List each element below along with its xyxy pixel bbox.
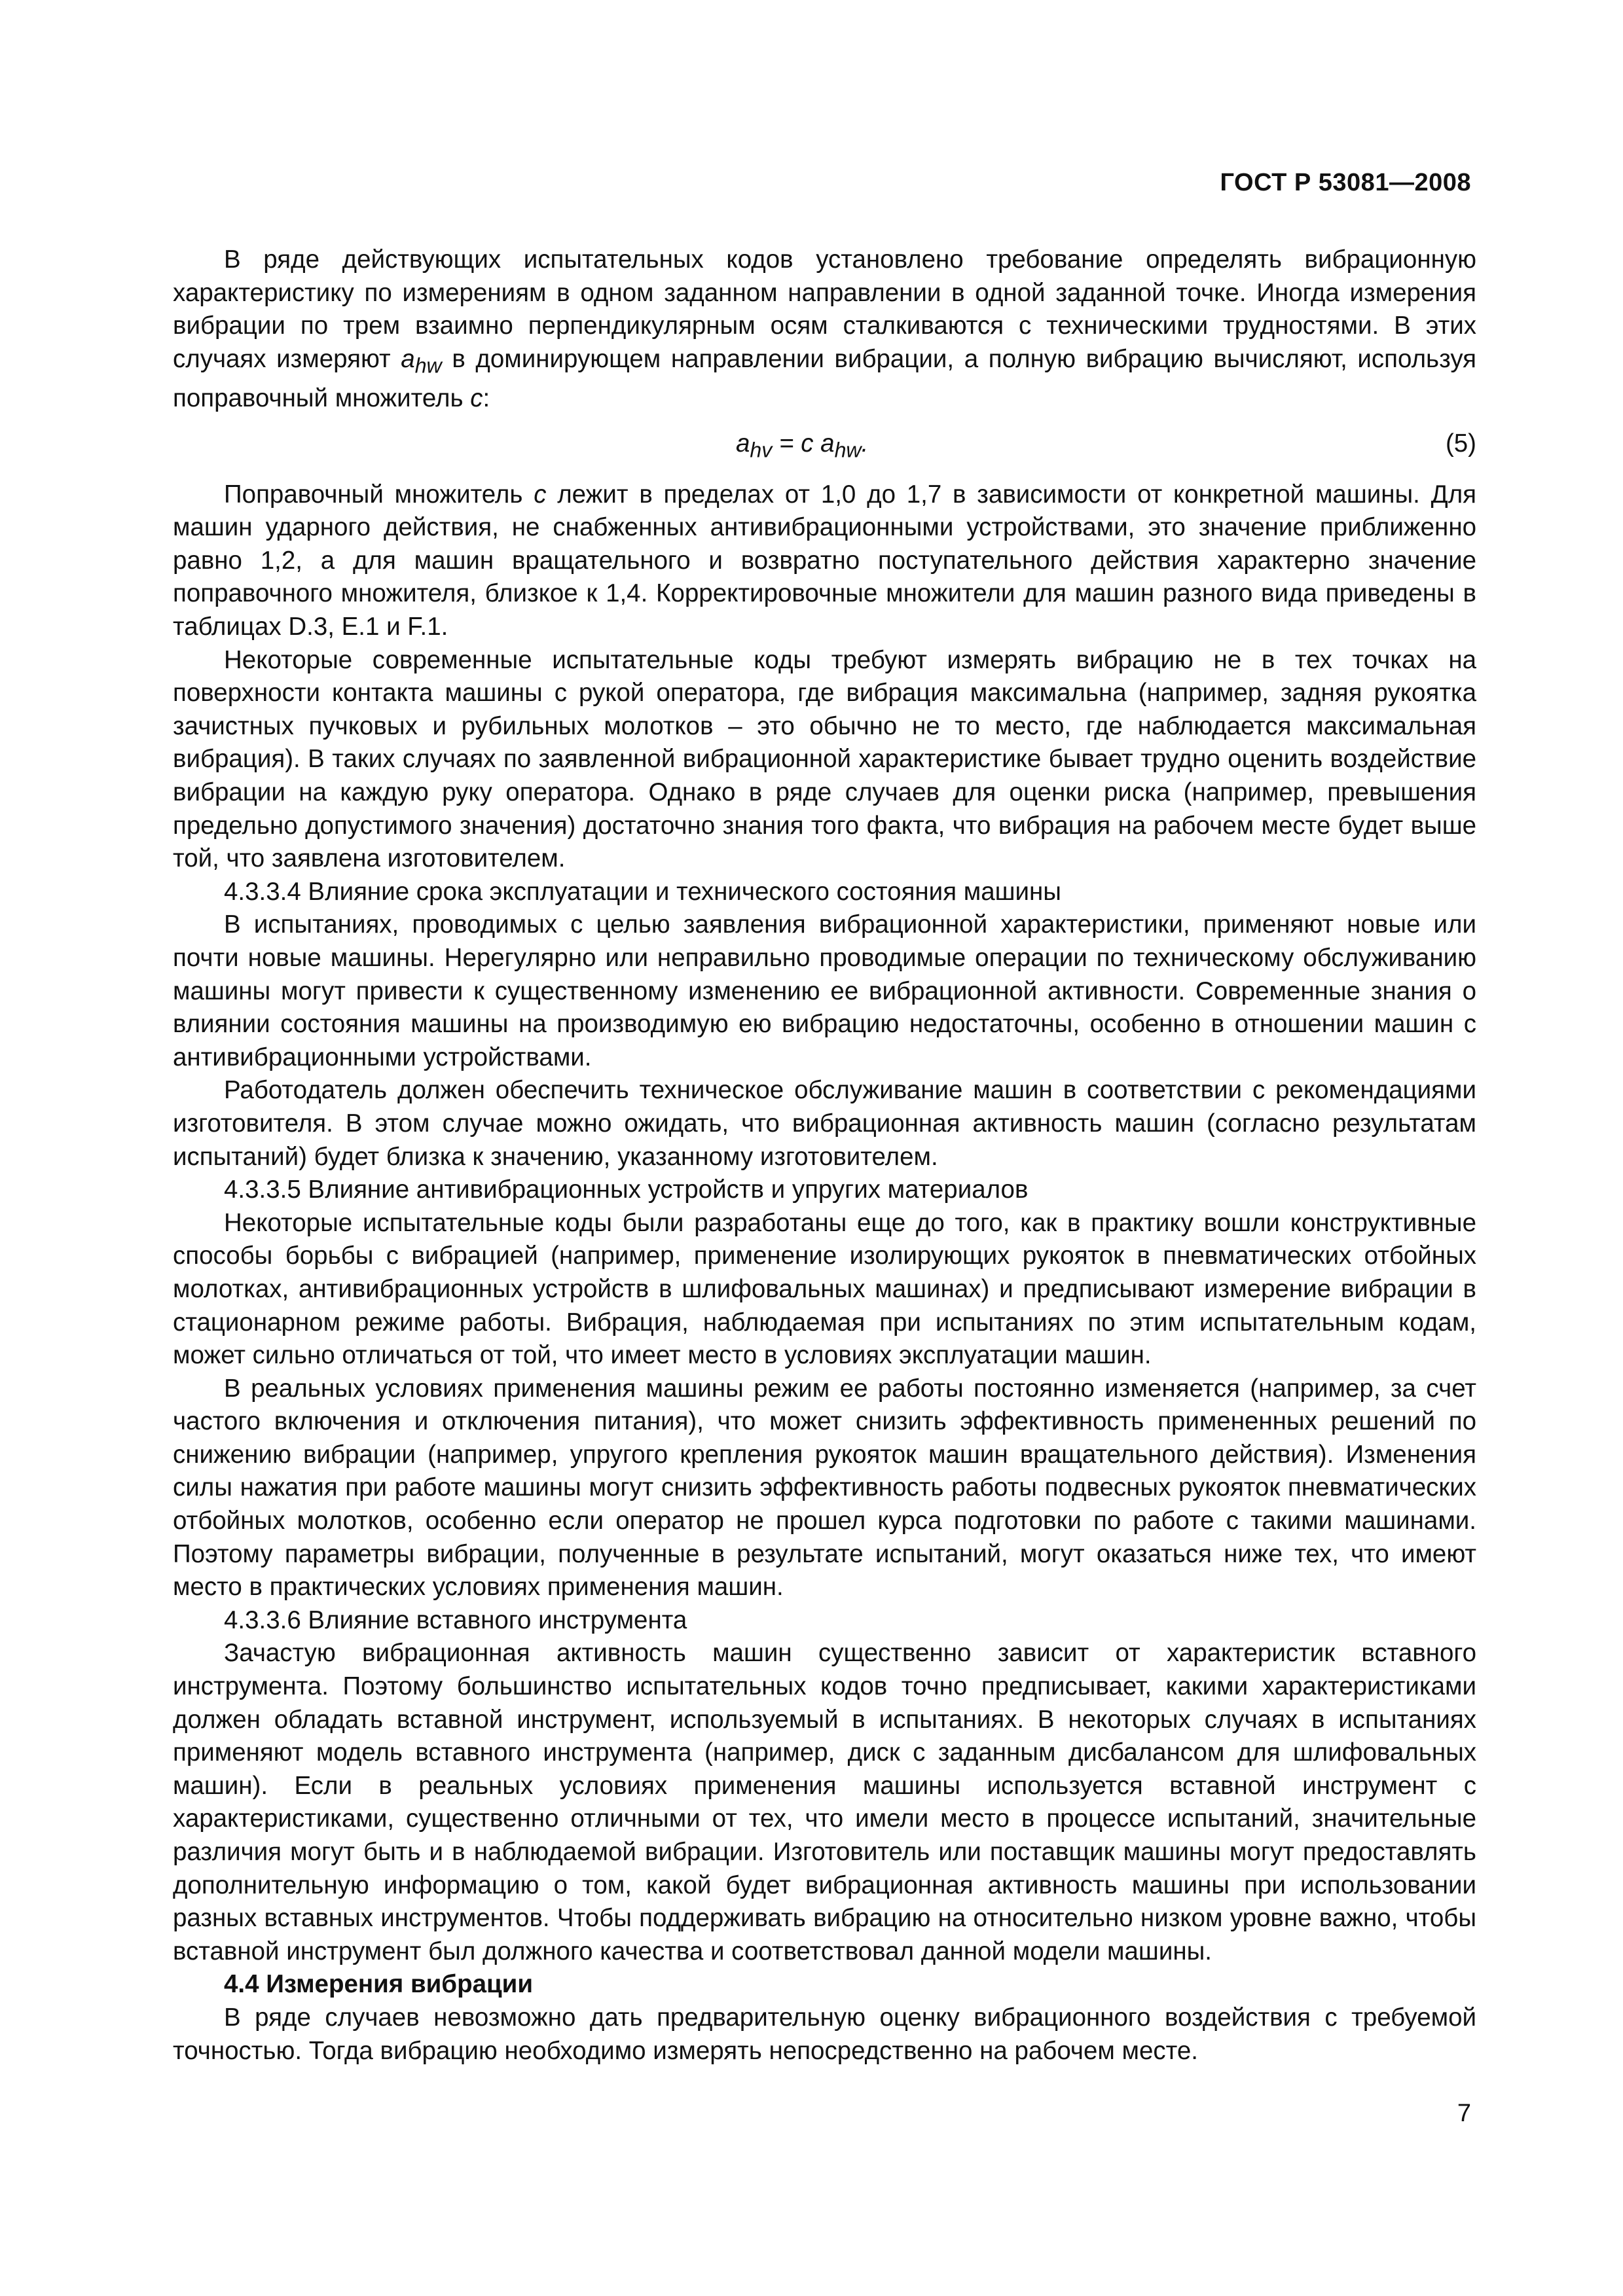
variable-subscript: hw <box>414 353 442 378</box>
variable-symbol: a <box>401 344 415 373</box>
variable: с <box>470 384 483 413</box>
paragraph: Некоторые испытательные коды были разработаны еще до того, как в практику вошли конструктивные способы борьбы с вибрацией (например, применение изолирующих рукояток в пневматических отбойных молотках, антивибрационных устройств в шлифовальных машинах) и предписывают измерение вибрации в стационарном режиме работы. Вибрация, наблюдаемая при испытаниях по этим испытательным кодам, может сильно отличаться от той, что имеет место в условиях эксплуатации машин. <box>173 1208 1476 1370</box>
paragraph: Зачастую вибрационная активность машин существенно зависит от характеристик вставного инструмента. Поэтому большинство испытательных кодов точно предписывает, какими характеристиками должен обладать вставной инструмент, используемый в испытаниях. В некоторых случаях в испытаниях применяют модель вставного инструмента (например, диск с заданным дисбалансом для шлифовальных машин). Если в реальных условиях применения машины используется вставной инструмент с характеристиками, существенно отличными от тех, что имели место в процессе испытаний, значительные различия могут быть и в наблюдаемой вибрации. Изготовитель или поставщик машины могут предоставлять дополнительную информацию о том, какой будет вибрационная активность машины при использовании разных вставных инструментов. Чтобы поддерживать вибрацию на относительно низком уровне важно, чтобы вставной инструмент был должного качества и соответствовал данной модели машины. <box>173 1639 1476 1965</box>
document-body <box>173 243 1476 2068</box>
page-number: 7 <box>1457 2100 1471 2127</box>
variable <box>401 344 442 378</box>
text-run: В ряде действующих испытательных кодов установлено требование определять вибрационную характеристику по измерениям в одном заданном направлении в одной заданной точке. Иногда измерения вибрации по трем взаимно перпендикулярным осям сталкиваются с техническими трудностями. В этих случаях измеряют <box>173 245 1476 373</box>
paragraph: В ряде случаев невозможно дать предварительную оценку вибрационного воздействия с требуемой точностью. Тогда вибрацию необходимо измерять непосредственно на рабочем месте. <box>173 2003 1476 2065</box>
document-header: ГОСТ Р 53081—2008 <box>1220 169 1471 196</box>
section-heading-bold: 4.4 Измерения вибрации <box>224 1970 534 1999</box>
formula-end: . <box>861 429 869 457</box>
text-run: лежит в пределах от 1,0 до 1,7 в зависимости от конкретной машины. Для машин ударного действия, не снабженных антивибрационными устройствами, это значение приближенно равно 1,2, а для машин вращательного и возвратно поступательного действия характерно значение поправочного множителя, близкое к 1,4. Корректировочные множители для машин разного вида приведены в таблицах D.3, E.1 и F.1. <box>173 480 1477 641</box>
section-heading: 4.3.3.6 Влияние вставного инструмента <box>224 1605 687 1634</box>
formula-lhs: a <box>736 429 750 457</box>
paragraph: Работодатель должен обеспечить техническое обслуживание машин в соответствии с рекомендациями изготовителя. В этом случае можно ожидать, что вибрационная активность машин (согласно результатам испытаний) будет близка к значению, указанному изготовителем. <box>173 1076 1476 1171</box>
paragraph: В испытаниях, проводимых с целью заявления вибрационной характеристики, применяют новые или почти новые машины. Нерегулярно или неправильно проводимые операции по техническому обслуживанию машины могут привести к существенному изменению ее вибрационной активности. Современные знания о влиянии состояния машины на производимую ею вибрацию недостаточны, особенно в отношении машин с антивибрационными устройствами. <box>173 910 1476 1071</box>
text-run: Поправочный множитель <box>224 480 534 509</box>
section-heading: 4.3.3.5 Влияние антивибрационных устройств и упругих материалов <box>224 1175 1029 1204</box>
text-run: в доминирующем направлении вибрации, а полную вибрацию вычисляют, используя поправочный множитель <box>173 344 1476 413</box>
section-heading: 4.3.3.4 Влияние срока эксплуатации и технического состояния машины <box>224 877 1061 906</box>
paragraph <box>173 243 1476 416</box>
paragraph <box>173 478 1476 644</box>
paragraph: Некоторые современные испытательные коды требуют измерять вибрацию не в тех точках на поверхности контакта машины с рукой оператора, где вибрация максимальна (например, задняя рукоятка зачистных пучковых и рубильных молотков – это обычно не то место, где наблюдается максимальная вибрация). В таких случаях по заявленной вибрационной характеристике бывает трудно оценить воздействие вибрации на каждую руку оператора. Однако в ряде случаев для оценки риска (например, превышения предельно допустимого значения) достаточно знания того факта, что вибрация на рабочем месте будет выше той, что заявлена изготовителем. <box>173 645 1476 873</box>
formula-rhs-subscript: hw <box>834 438 862 462</box>
text-run: : <box>483 384 490 413</box>
formula-expression <box>736 427 868 467</box>
paragraph: В реальных условиях применения машины режим ее работы постоянно изменяется (например, за счет частого включения и отключения питания), что может снизить эффективность примененных решений по снижению вибрации (например, упругого крепления рукояток машин вращательного действия). Изменения силы нажатия при работе машины могут снизить эффективность работы подвесных рукояток пневматических отбойных молотков, особенно если оператор не прошел курса подготовки по работе с такими машинами. Поэтому параметры вибрации, полученные в результате испытаний, могут оказаться ниже тех, что имеют место в практических условиях применения машин. <box>173 1374 1476 1602</box>
formula-lhs-subscript: hv <box>750 438 773 462</box>
variable: с <box>534 480 547 509</box>
formula-number: (5) <box>1445 429 1476 457</box>
formula <box>173 420 1476 469</box>
formula-rhs: = c a <box>772 429 835 457</box>
